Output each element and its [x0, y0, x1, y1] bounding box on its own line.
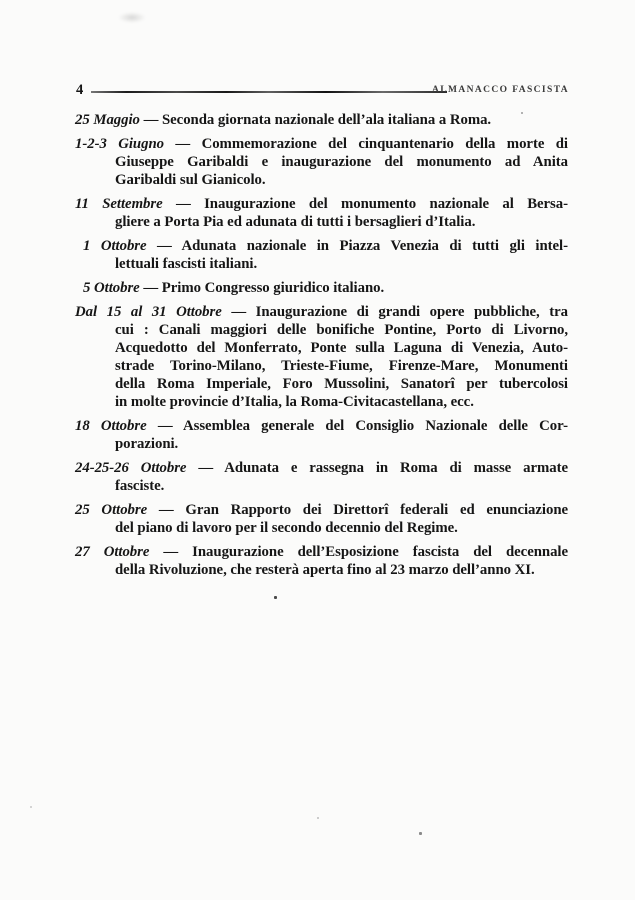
em-dash: —: [198, 460, 214, 476]
entry-line: della Roma Imperiale, Foro Mussolini, Sanatorî per tubercolosi: [115, 376, 568, 392]
scan-speck: [274, 596, 277, 599]
entry-date: 25 Maggio: [75, 112, 140, 128]
scan-smudge: [118, 12, 146, 23]
entry-line: 25 Maggio — Seconda giornata nazionale dell’ala italiana a Roma.: [75, 112, 492, 128]
em-dash: —: [143, 112, 159, 128]
entry-line: strade Torino-Milano, Trieste-Fiume, Firenze-Mare, Monumenti: [115, 358, 568, 374]
entry-date: 18 Ottobre: [75, 418, 147, 434]
entry-line: 24-25-26 Ottobre — Adunata e rassegna in Roma di masse armate: [75, 460, 568, 476]
entry-line: 11 Settembre — Inaugurazione del monumento nazionale al Bersa-: [75, 196, 568, 212]
scan-speck: [419, 832, 422, 835]
em-dash: —: [157, 418, 173, 434]
entry-date: 24-25-26 Ottobre: [75, 460, 187, 476]
entry-line: della Rivoluzione, che resterà aperta fino al 23 marzo dell’anno XI.: [115, 562, 535, 578]
entry-line: 25 Ottobre — Gran Rapporto dei Direttorî federali ed enunciazione: [75, 502, 569, 518]
entry-line: 27 Ottobre — Inaugurazione dell’Esposizione fascista del decennale: [75, 544, 568, 560]
chronology-entry: [75, 417, 568, 453]
em-dash: —: [175, 196, 191, 212]
entry-line: 1 Ottobre — Adunata nazionale in Piazza Venezia di tutti gli intel-: [83, 238, 568, 254]
em-dash: —: [175, 136, 191, 152]
chronology-entry: [75, 303, 568, 411]
running-title: ALMANACCO FASCISTA: [431, 85, 569, 95]
entry-line: 18 Ottobre — Assemblea generale del Consiglio Nazionale delle Cor-: [75, 418, 568, 434]
entry-line: Acquedotto del Monferrato, Ponte sulla Laguna di Venezia, Auto-: [115, 340, 568, 356]
em-dash: —: [157, 238, 172, 254]
page-number: 4: [76, 82, 84, 98]
entry-line: Garibaldi sul Gianicolo.: [115, 172, 266, 188]
entry-line: Giuseppe Garibaldi e inaugurazione del monumento ad Anita: [115, 154, 568, 170]
scan-speck: [521, 112, 523, 114]
entry-line: porazioni.: [115, 436, 179, 452]
entry-line: gliere a Porta Pia ed adunata di tutti i bersaglieri d’Italia.: [115, 214, 476, 230]
entry-line: Dal 15 al 31 Ottobre — Inaugurazione di grandi opere pubbliche, tra: [75, 304, 568, 320]
entry-date: Dal 15 al 31 Ottobre: [75, 304, 222, 320]
chronology-entry: [75, 195, 568, 231]
entry-date: 1 Ottobre: [83, 238, 147, 254]
entry-date: 25 Ottobre: [75, 502, 148, 518]
chronology-entry: [75, 543, 568, 579]
scan-speck: [317, 817, 319, 819]
entry-line: in molte provincie d’Italia, la Roma-Civitacastellana, ecc.: [115, 394, 474, 410]
chronology-list: [75, 111, 568, 585]
entry-date: 1-2-3 Giugno: [75, 136, 164, 152]
entry-date: 27 Ottobre: [75, 544, 150, 560]
em-dash: —: [143, 280, 159, 296]
chronology-entry: [75, 237, 568, 273]
chronology-entry: [75, 279, 568, 297]
chronology-entry: [75, 135, 568, 189]
header-rule: [91, 91, 447, 93]
entry-line: lettuali fascisti italiani.: [115, 256, 258, 272]
chronology-entry: [75, 111, 568, 129]
entry-line: fasciste.: [115, 478, 165, 494]
scan-speck: [30, 806, 32, 808]
entry-line: cui : Canali maggiori delle bonifiche Pontine, Porto di Livorno,: [115, 322, 568, 338]
entry-date: 5 Ottobre: [83, 280, 140, 296]
em-dash: —: [231, 304, 247, 320]
chronology-entry: [75, 459, 568, 495]
em-dash: —: [163, 544, 179, 560]
entry-line: 1-2-3 Giugno — Commemorazione del cinquantenario della morte di: [75, 136, 568, 152]
entry-date: 11 Settembre: [75, 196, 163, 212]
entry-line: 5 Ottobre — Primo Congresso giuridico italiano.: [83, 280, 385, 296]
em-dash: —: [158, 502, 174, 518]
chronology-entry: [75, 501, 568, 537]
entry-line: del piano di lavoro per il secondo decennio del Regime.: [115, 520, 458, 536]
